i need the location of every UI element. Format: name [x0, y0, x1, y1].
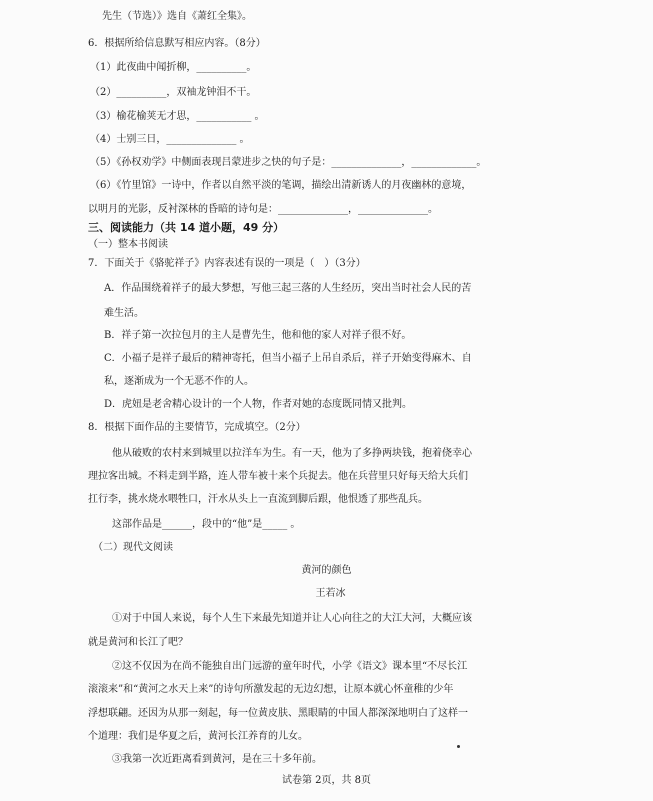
question-6-item-6: （6）《竹里馆》一诗中，作者以自然平淡的笔调，描绘出清新诱人的月夜幽林的意境， [90, 180, 472, 191]
paragraph-2: ②这不仅因为在尚不能独自出门远游的童年时代，小学《语文》课本里“不尽长江 [112, 661, 468, 672]
paragraph-1: ①对于中国人来说，每个人生下来最先知道并让人心向往之的大江大河，大概应该 [112, 613, 472, 624]
question-6-item-2: （2）__________，双袖龙钟泪不干。 [90, 87, 257, 98]
paragraph-1-cont: 就是黄河和长江了吧？ [88, 637, 188, 648]
article-author: 王若冰 [315, 588, 346, 599]
option-a: A．作品围绕着祥子的最大梦想，写他三起三落的人生经历，突出当时社会人民的苦 [104, 283, 472, 294]
option-a-cont: 难生活。 [104, 308, 144, 319]
article-title: 黄河的颜色 [301, 565, 352, 576]
question-6-item-3: （3）榆花榆荚无才思，___________ 。 [90, 111, 265, 122]
question-6: 6．根据所给信息默写相应内容。（8分） [88, 38, 266, 49]
passage-line: 理拉客出城。不料走到半路，连人带车被十来个兵捉去。他在兵营里只好每天给大兵们 [88, 471, 468, 482]
option-d: D．虎妞是老舍精心设计的一个人物，作者对她的态度既同情又批判。 [104, 399, 413, 410]
paragraph-2-cont: 个道理：我们是华夏之后，黄河长江养育的儿女。 [88, 731, 308, 742]
question-6-item-1: （1）此夜曲中闻折柳，__________。 [90, 62, 257, 73]
subsection-2-heading: （二）现代文阅读 [93, 542, 173, 553]
question-8-fill: 这部作品是______，段中的“他”是_____ 。 [112, 519, 301, 530]
paragraph-3: ③我第一次近距离看到黄河，是在三十多年前。 [112, 754, 322, 765]
passage-line: 扛行李，挑水烧水喂牲口，汗水从头上一直流到脚后跟，他恨透了那些乱兵。 [88, 494, 428, 505]
question-6-item-6-cont: 以明月的光影，反衬深林的昏暗的诗句是：______________，______________。 [88, 204, 438, 215]
question-8: 8．根据下面作品的主要情节，完成填空。（2分） [88, 422, 306, 433]
question-7: 7．下面关于《骆驼祥子》内容表述有误的一项是（ ）（3分） [88, 258, 366, 269]
question-6-item-5: （5）《孙权劝学》中侧面表现吕蒙进步之快的句子是：______________，_____________。 [90, 157, 487, 168]
paragraph-2-cont: 浮想联翩。还因为从那一刻起，每一位黄皮肤、黑眼睛的中国人都深深地明白了这样一 [88, 708, 468, 719]
subsection-1-heading: （一）整本书阅读 [88, 239, 168, 250]
section-3-heading: 三、阅读能力（共 14 道小题，49 分） [88, 221, 285, 234]
option-c: C．小福子是祥子最后的精神寄托，但当小福子上吊自杀后，祥子开始变得麻木、自 [104, 353, 472, 364]
option-b: B．祥子第一次拉包月的主人是曹先生，他和他的家人对祥子很不好。 [104, 330, 412, 341]
passage-line: 他从破败的农村来到城里以拉洋车为生。有一天，他为了多挣两块钱，抱着侥幸心 [112, 448, 472, 459]
page-footer: 试卷第 2页，共 8页 [281, 775, 372, 786]
option-c-cont: 私，逐渐成为一个无恶不作的人。 [104, 376, 254, 387]
text-line: 先生（节选）》选自《萧红全集》。 [102, 11, 252, 22]
scan-speck [457, 745, 460, 748]
question-6-item-4: （4）士别三日，______________ 。 [90, 134, 250, 145]
paragraph-2-cont: 滚滚来”和“黄河之水天上来”的诗句所激发起的无边幻想，让原本就心怀童稚的少年 [88, 684, 454, 695]
